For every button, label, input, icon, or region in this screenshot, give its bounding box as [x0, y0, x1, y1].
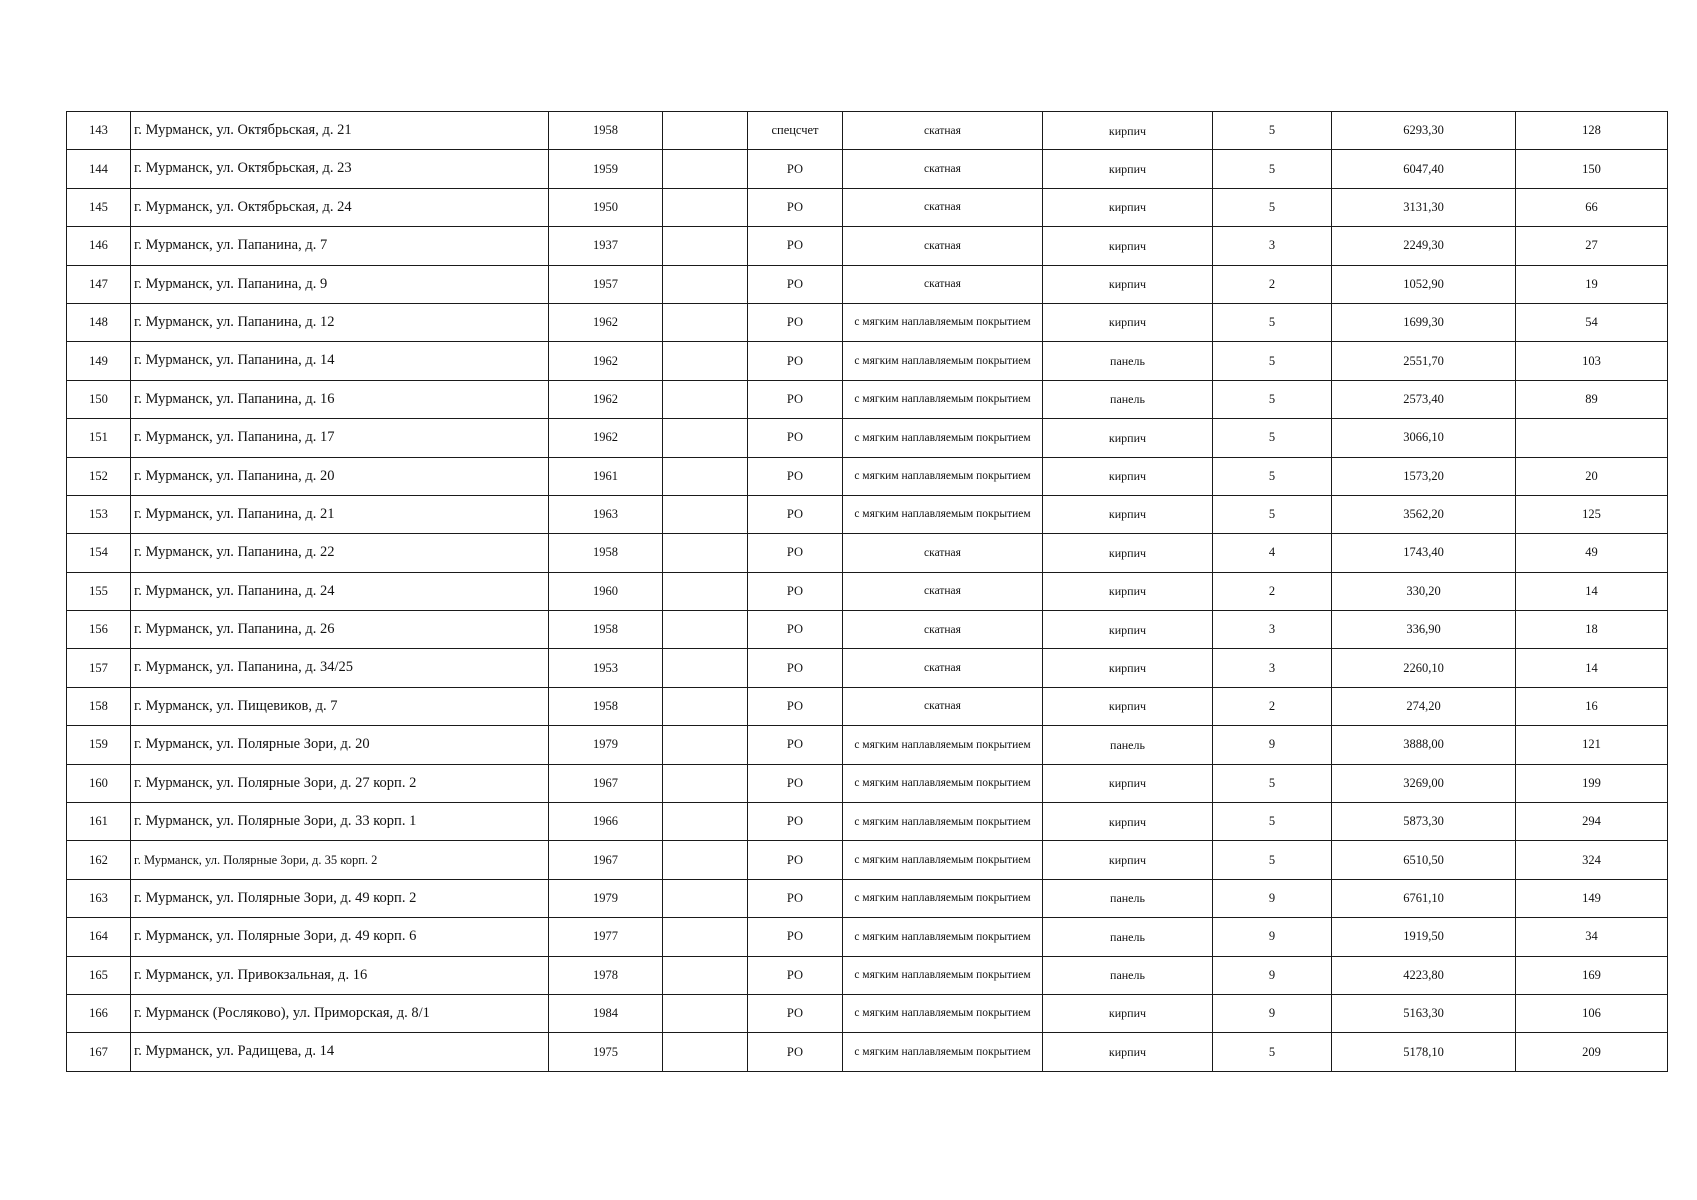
wall-material-cell: кирпич: [1043, 994, 1213, 1032]
wall-material-cell: панель: [1043, 380, 1213, 418]
fund-cell: РО: [748, 534, 843, 572]
residents-cell: 89: [1516, 380, 1668, 418]
table-row: [67, 188, 1668, 226]
wall-material-cell: кирпич: [1043, 457, 1213, 495]
roof-type-cell: с мягким наплавляемым покрытием: [843, 495, 1043, 533]
year-cell: 1984: [549, 994, 663, 1032]
row-number-cell: 148: [67, 303, 131, 341]
floors-cell: 2: [1213, 572, 1332, 610]
address-cell: г. Мурманск (Росляково), ул. Приморская, д. 8/1: [131, 994, 549, 1032]
residents-cell: 294: [1516, 803, 1668, 841]
area-cell: 3066,10: [1332, 419, 1516, 457]
empty-cell: [663, 303, 748, 341]
roof-type-cell: скатная: [843, 649, 1043, 687]
residents-cell: 128: [1516, 112, 1668, 150]
area-cell: 2551,70: [1332, 342, 1516, 380]
row-number-cell: 158: [67, 687, 131, 725]
year-cell: 1967: [549, 841, 663, 879]
fund-cell: РО: [748, 803, 843, 841]
roof-type-cell: скатная: [843, 611, 1043, 649]
row-number-cell: 146: [67, 227, 131, 265]
row-number-cell: 147: [67, 265, 131, 303]
empty-cell: [663, 726, 748, 764]
address-cell: г. Мурманск, ул. Папанина, д. 16: [131, 380, 549, 418]
wall-material-cell: кирпич: [1043, 764, 1213, 802]
address-cell: г. Мурманск, ул. Радищева, д. 14: [131, 1033, 549, 1071]
area-cell: 2260,10: [1332, 649, 1516, 687]
fund-cell: спецсчет: [748, 112, 843, 150]
year-cell: 1963: [549, 495, 663, 533]
address-cell: г. Мурманск, ул. Папанина, д. 22: [131, 534, 549, 572]
floors-cell: 9: [1213, 879, 1332, 917]
year-cell: 1958: [549, 611, 663, 649]
address-cell: г. Мурманск, ул. Папанина, д. 9: [131, 265, 549, 303]
row-number-cell: 166: [67, 994, 131, 1032]
address-cell: г. Мурманск, ул. Полярные Зори, д. 49 корп. 2: [131, 879, 549, 917]
floors-cell: 3: [1213, 611, 1332, 649]
floors-cell: 2: [1213, 687, 1332, 725]
empty-cell: [663, 419, 748, 457]
empty-cell: [663, 918, 748, 956]
residents-cell: 16: [1516, 687, 1668, 725]
residents-cell: 125: [1516, 495, 1668, 533]
year-cell: 1979: [549, 726, 663, 764]
fund-cell: РО: [748, 918, 843, 956]
address-cell: г. Мурманск, ул. Полярные Зори, д. 33 корп. 1: [131, 803, 549, 841]
roof-type-cell: скатная: [843, 227, 1043, 265]
floors-cell: 2: [1213, 265, 1332, 303]
area-cell: 5163,30: [1332, 994, 1516, 1032]
fund-cell: РО: [748, 611, 843, 649]
fund-cell: РО: [748, 956, 843, 994]
empty-cell: [663, 188, 748, 226]
row-number-cell: 154: [67, 534, 131, 572]
table-row: [67, 1033, 1668, 1071]
row-number-cell: 157: [67, 649, 131, 687]
wall-material-cell: кирпич: [1043, 150, 1213, 188]
residents-cell: 18: [1516, 611, 1668, 649]
empty-cell: [663, 994, 748, 1032]
area-cell: 1052,90: [1332, 265, 1516, 303]
year-cell: 1978: [549, 956, 663, 994]
empty-cell: [663, 803, 748, 841]
year-cell: 1967: [549, 764, 663, 802]
table-row: [67, 150, 1668, 188]
wall-material-cell: кирпич: [1043, 188, 1213, 226]
empty-cell: [663, 764, 748, 802]
year-cell: 1962: [549, 380, 663, 418]
residents-cell: 150: [1516, 150, 1668, 188]
fund-cell: РО: [748, 649, 843, 687]
table-row: [67, 803, 1668, 841]
fund-cell: РО: [748, 419, 843, 457]
wall-material-cell: кирпич: [1043, 572, 1213, 610]
floors-cell: 5: [1213, 803, 1332, 841]
table-row: [67, 342, 1668, 380]
floors-cell: 9: [1213, 726, 1332, 764]
fund-cell: РО: [748, 764, 843, 802]
wall-material-cell: панель: [1043, 918, 1213, 956]
floors-cell: 5: [1213, 495, 1332, 533]
address-cell: г. Мурманск, ул. Октябрьская, д. 23: [131, 150, 549, 188]
roof-type-cell: скатная: [843, 534, 1043, 572]
fund-cell: РО: [748, 342, 843, 380]
roof-type-cell: с мягким наплавляемым покрытием: [843, 726, 1043, 764]
wall-material-cell: кирпич: [1043, 265, 1213, 303]
row-number-cell: 164: [67, 918, 131, 956]
roof-type-cell: с мягким наплавляемым покрытием: [843, 879, 1043, 917]
roof-type-cell: с мягким наплавляемым покрытием: [843, 803, 1043, 841]
year-cell: 1977: [549, 918, 663, 956]
floors-cell: 5: [1213, 841, 1332, 879]
roof-type-cell: с мягким наплавляемым покрытием: [843, 457, 1043, 495]
fund-cell: РО: [748, 150, 843, 188]
floors-cell: 9: [1213, 994, 1332, 1032]
year-cell: 1966: [549, 803, 663, 841]
fund-cell: РО: [748, 380, 843, 418]
year-cell: 1950: [549, 188, 663, 226]
fund-cell: РО: [748, 841, 843, 879]
table-row: [67, 918, 1668, 956]
area-cell: 2573,40: [1332, 380, 1516, 418]
fund-cell: РО: [748, 188, 843, 226]
residents-cell: 324: [1516, 841, 1668, 879]
table-row: [67, 841, 1668, 879]
address-cell: г. Мурманск, ул. Полярные Зори, д. 27 корп. 2: [131, 764, 549, 802]
row-number-cell: 165: [67, 956, 131, 994]
row-number-cell: 156: [67, 611, 131, 649]
residents-cell: 19: [1516, 265, 1668, 303]
floors-cell: 5: [1213, 457, 1332, 495]
residents-cell: 103: [1516, 342, 1668, 380]
empty-cell: [663, 956, 748, 994]
table-row: [67, 572, 1668, 610]
empty-cell: [663, 1033, 748, 1071]
wall-material-cell: кирпич: [1043, 303, 1213, 341]
housing-table: [66, 111, 1668, 1072]
document-page: [66, 111, 1667, 1072]
address-cell: г. Мурманск, ул. Пищевиков, д. 7: [131, 687, 549, 725]
row-number-cell: 167: [67, 1033, 131, 1071]
empty-cell: [663, 572, 748, 610]
address-cell: г. Мурманск, ул. Полярные Зори, д. 49 корп. 6: [131, 918, 549, 956]
address-cell: г. Мурманск, ул. Октябрьская, д. 21: [131, 112, 549, 150]
residents-cell: 66: [1516, 188, 1668, 226]
year-cell: 1960: [549, 572, 663, 610]
roof-type-cell: скатная: [843, 112, 1043, 150]
wall-material-cell: кирпич: [1043, 687, 1213, 725]
wall-material-cell: кирпич: [1043, 803, 1213, 841]
area-cell: 1919,50: [1332, 918, 1516, 956]
fund-cell: РО: [748, 572, 843, 610]
fund-cell: РО: [748, 687, 843, 725]
address-cell: г. Мурманск, ул. Папанина, д. 7: [131, 227, 549, 265]
residents-cell: 149: [1516, 879, 1668, 917]
empty-cell: [663, 495, 748, 533]
wall-material-cell: кирпич: [1043, 649, 1213, 687]
fund-cell: РО: [748, 879, 843, 917]
area-cell: 274,20: [1332, 687, 1516, 725]
fund-cell: РО: [748, 303, 843, 341]
roof-type-cell: с мягким наплавляемым покрытием: [843, 380, 1043, 418]
fund-cell: РО: [748, 994, 843, 1032]
table-row: [67, 303, 1668, 341]
row-number-cell: 143: [67, 112, 131, 150]
floors-cell: 5: [1213, 380, 1332, 418]
residents-cell: 121: [1516, 726, 1668, 764]
residents-cell: 199: [1516, 764, 1668, 802]
roof-type-cell: с мягким наплавляемым покрытием: [843, 419, 1043, 457]
year-cell: 1979: [549, 879, 663, 917]
residents-cell: 106: [1516, 994, 1668, 1032]
address-cell: г. Мурманск, ул. Папанина, д. 20: [131, 457, 549, 495]
year-cell: 1962: [549, 342, 663, 380]
empty-cell: [663, 687, 748, 725]
empty-cell: [663, 534, 748, 572]
table-row: [67, 956, 1668, 994]
address-cell: г. Мурманск, ул. Полярные Зори, д. 35 корп. 2: [131, 841, 549, 879]
table-row: [67, 611, 1668, 649]
fund-cell: РО: [748, 457, 843, 495]
wall-material-cell: кирпич: [1043, 534, 1213, 572]
wall-material-cell: панель: [1043, 956, 1213, 994]
fund-cell: РО: [748, 726, 843, 764]
area-cell: 6761,10: [1332, 879, 1516, 917]
empty-cell: [663, 380, 748, 418]
address-cell: г. Мурманск, ул. Папанина, д. 26: [131, 611, 549, 649]
table-row: [67, 112, 1668, 150]
floors-cell: 9: [1213, 956, 1332, 994]
roof-type-cell: с мягким наплавляемым покрытием: [843, 303, 1043, 341]
area-cell: 330,20: [1332, 572, 1516, 610]
table-row: [67, 495, 1668, 533]
empty-cell: [663, 112, 748, 150]
residents-cell: 27: [1516, 227, 1668, 265]
floors-cell: 5: [1213, 188, 1332, 226]
table-row: [67, 764, 1668, 802]
table-row: [67, 687, 1668, 725]
floors-cell: 4: [1213, 534, 1332, 572]
row-number-cell: 159: [67, 726, 131, 764]
area-cell: 1699,30: [1332, 303, 1516, 341]
roof-type-cell: скатная: [843, 265, 1043, 303]
roof-type-cell: с мягким наплавляемым покрытием: [843, 841, 1043, 879]
roof-type-cell: с мягким наплавляемым покрытием: [843, 956, 1043, 994]
address-cell: г. Мурманск, ул. Папанина, д. 14: [131, 342, 549, 380]
wall-material-cell: кирпич: [1043, 495, 1213, 533]
roof-type-cell: скатная: [843, 188, 1043, 226]
table-row: [67, 380, 1668, 418]
row-number-cell: 160: [67, 764, 131, 802]
table-row: [67, 879, 1668, 917]
table-row: [67, 419, 1668, 457]
year-cell: 1937: [549, 227, 663, 265]
empty-cell: [663, 227, 748, 265]
year-cell: 1962: [549, 419, 663, 457]
roof-type-cell: с мягким наплавляемым покрытием: [843, 918, 1043, 956]
table-row: [67, 457, 1668, 495]
address-cell: г. Мурманск, ул. Октябрьская, д. 24: [131, 188, 549, 226]
year-cell: 1975: [549, 1033, 663, 1071]
address-cell: г. Мурманск, ул. Привокзальная, д. 16: [131, 956, 549, 994]
residents-cell: 169: [1516, 956, 1668, 994]
wall-material-cell: кирпич: [1043, 227, 1213, 265]
empty-cell: [663, 879, 748, 917]
row-number-cell: 163: [67, 879, 131, 917]
table-row: [67, 994, 1668, 1032]
roof-type-cell: скатная: [843, 572, 1043, 610]
fund-cell: РО: [748, 265, 843, 303]
empty-cell: [663, 150, 748, 188]
row-number-cell: 144: [67, 150, 131, 188]
address-cell: г. Мурманск, ул. Папанина, д. 34/25: [131, 649, 549, 687]
fund-cell: РО: [748, 227, 843, 265]
floors-cell: 5: [1213, 342, 1332, 380]
address-cell: г. Мурманск, ул. Полярные Зори, д. 20: [131, 726, 549, 764]
roof-type-cell: скатная: [843, 150, 1043, 188]
row-number-cell: 161: [67, 803, 131, 841]
area-cell: 3269,00: [1332, 764, 1516, 802]
year-cell: 1958: [549, 112, 663, 150]
empty-cell: [663, 649, 748, 687]
row-number-cell: 145: [67, 188, 131, 226]
floors-cell: 3: [1213, 649, 1332, 687]
row-number-cell: 155: [67, 572, 131, 610]
roof-type-cell: с мягким наплавляемым покрытием: [843, 1033, 1043, 1071]
wall-material-cell: кирпич: [1043, 841, 1213, 879]
table-body: [67, 112, 1668, 1072]
residents-cell: 54: [1516, 303, 1668, 341]
area-cell: 6047,40: [1332, 150, 1516, 188]
address-cell: г. Мурманск, ул. Папанина, д. 21: [131, 495, 549, 533]
wall-material-cell: кирпич: [1043, 611, 1213, 649]
residents-cell: 49: [1516, 534, 1668, 572]
residents-cell: 14: [1516, 649, 1668, 687]
table-row: [67, 649, 1668, 687]
area-cell: 2249,30: [1332, 227, 1516, 265]
table-row: [67, 534, 1668, 572]
area-cell: 3888,00: [1332, 726, 1516, 764]
year-cell: 1962: [549, 303, 663, 341]
area-cell: 1573,20: [1332, 457, 1516, 495]
year-cell: 1958: [549, 534, 663, 572]
floors-cell: 9: [1213, 918, 1332, 956]
row-number-cell: 150: [67, 380, 131, 418]
address-cell: г. Мурманск, ул. Папанина, д. 24: [131, 572, 549, 610]
empty-cell: [663, 611, 748, 649]
residents-cell: 34: [1516, 918, 1668, 956]
year-cell: 1959: [549, 150, 663, 188]
wall-material-cell: кирпич: [1043, 419, 1213, 457]
year-cell: 1961: [549, 457, 663, 495]
area-cell: 1743,40: [1332, 534, 1516, 572]
residents-cell: 14: [1516, 572, 1668, 610]
residents-cell: 209: [1516, 1033, 1668, 1071]
roof-type-cell: с мягким наплавляемым покрытием: [843, 994, 1043, 1032]
table-row: [67, 227, 1668, 265]
wall-material-cell: панель: [1043, 726, 1213, 764]
empty-cell: [663, 265, 748, 303]
row-number-cell: 152: [67, 457, 131, 495]
area-cell: 3131,30: [1332, 188, 1516, 226]
floors-cell: 5: [1213, 419, 1332, 457]
fund-cell: РО: [748, 1033, 843, 1071]
floors-cell: 5: [1213, 764, 1332, 802]
area-cell: 6510,50: [1332, 841, 1516, 879]
empty-cell: [663, 342, 748, 380]
row-number-cell: 162: [67, 841, 131, 879]
address-cell: г. Мурманск, ул. Папанина, д. 17: [131, 419, 549, 457]
area-cell: 336,90: [1332, 611, 1516, 649]
wall-material-cell: панель: [1043, 342, 1213, 380]
address-cell: г. Мурманск, ул. Папанина, д. 12: [131, 303, 549, 341]
table-row: [67, 265, 1668, 303]
year-cell: 1957: [549, 265, 663, 303]
area-cell: 5873,30: [1332, 803, 1516, 841]
floors-cell: 5: [1213, 303, 1332, 341]
roof-type-cell: с мягким наплавляемым покрытием: [843, 764, 1043, 802]
residents-cell: [1516, 419, 1668, 457]
floors-cell: 5: [1213, 150, 1332, 188]
table-row: [67, 726, 1668, 764]
area-cell: 5178,10: [1332, 1033, 1516, 1071]
area-cell: 6293,30: [1332, 112, 1516, 150]
row-number-cell: 149: [67, 342, 131, 380]
empty-cell: [663, 457, 748, 495]
floors-cell: 3: [1213, 227, 1332, 265]
year-cell: 1958: [549, 687, 663, 725]
floors-cell: 5: [1213, 112, 1332, 150]
fund-cell: РО: [748, 495, 843, 533]
roof-type-cell: с мягким наплавляемым покрытием: [843, 342, 1043, 380]
floors-cell: 5: [1213, 1033, 1332, 1071]
wall-material-cell: кирпич: [1043, 1033, 1213, 1071]
row-number-cell: 153: [67, 495, 131, 533]
area-cell: 4223,80: [1332, 956, 1516, 994]
row-number-cell: 151: [67, 419, 131, 457]
residents-cell: 20: [1516, 457, 1668, 495]
wall-material-cell: панель: [1043, 879, 1213, 917]
year-cell: 1953: [549, 649, 663, 687]
roof-type-cell: скатная: [843, 687, 1043, 725]
wall-material-cell: кирпич: [1043, 112, 1213, 150]
empty-cell: [663, 841, 748, 879]
area-cell: 3562,20: [1332, 495, 1516, 533]
